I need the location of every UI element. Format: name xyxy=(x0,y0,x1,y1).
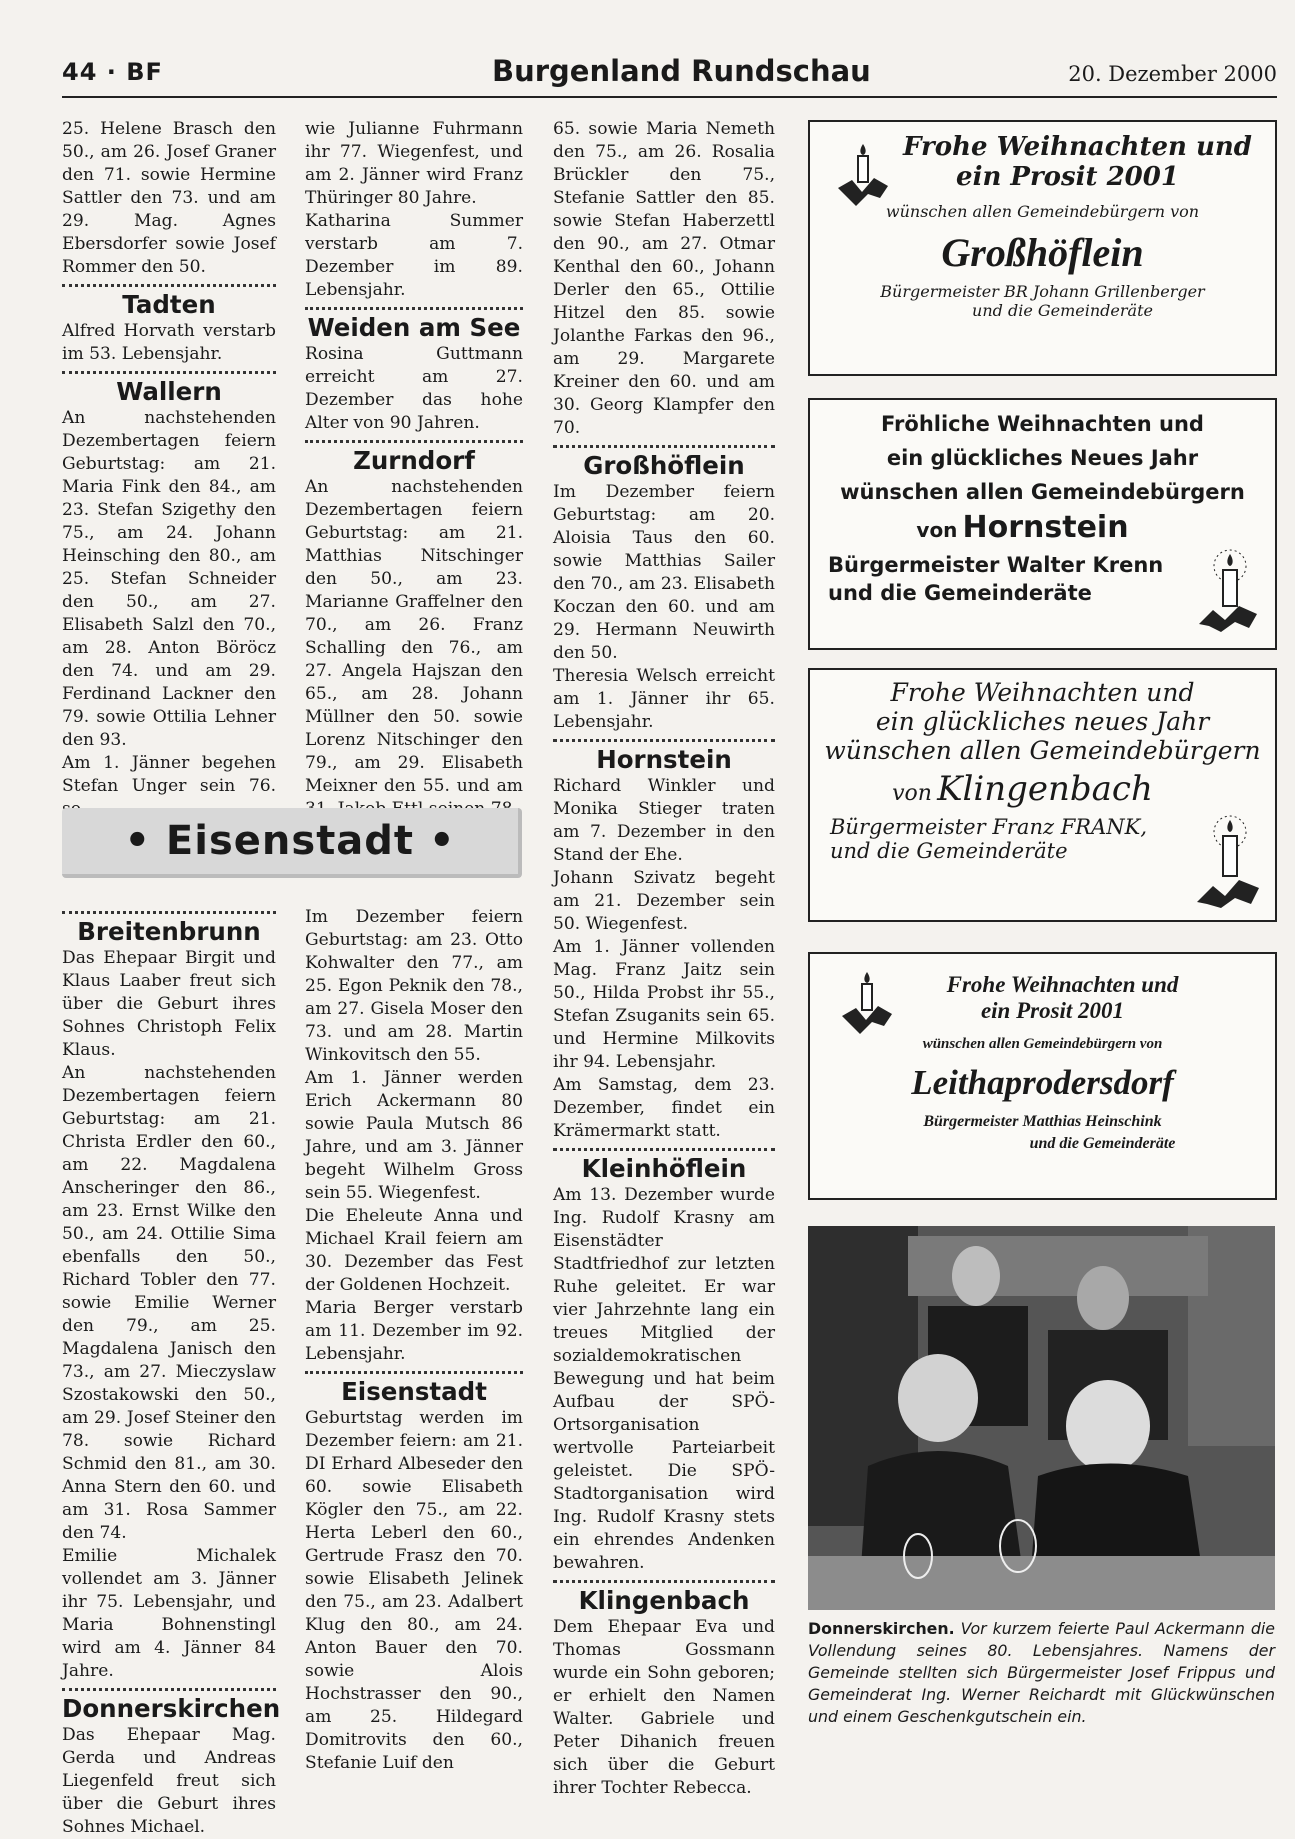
divider xyxy=(62,371,276,374)
divider xyxy=(62,1688,276,1691)
article-text: An nachstehenden Dezembertagen feiern Geburtstag: am 21. Maria Fink den 84., am 23. Stefan Szigethy den 75., am 24. Johann Heinsching den 80., am 25. Stefan Schneider den 50., am 27. Elisabeth Salzl den 70., am 28. Anton Böröcz den 74. und am 29. Ferdinand Lackner den 79. sowie Ottilia Lehner den 93. xyxy=(62,408,276,750)
article-text: Das Ehepaar Mag. Gerda und Andreas Liegenfeld freut sich über die Geburt ihres Sohnes Michael. xyxy=(62,1725,276,1837)
article-text: Rosina Guttmann erreicht am 27. Dezember das hohe Alter von 90 Jahren. xyxy=(305,344,523,433)
greeting-ad-leithaprodersdorf xyxy=(808,952,1277,1200)
divider xyxy=(305,307,523,310)
article-text: Richard Winkler und Monika Stieger traten am 7. Dezember in den Stand der Ehe. xyxy=(553,776,775,865)
column-1-top xyxy=(62,118,276,821)
column-2-bottom xyxy=(305,906,523,1775)
ad-line: ein glückliches neues Jahr xyxy=(875,707,1210,736)
ad-municipality-line xyxy=(810,769,1275,809)
ad-line: und die Gemeinderäte xyxy=(828,581,1092,605)
ad-line: wünschen allen Gemeindebürgern xyxy=(824,736,1261,765)
article-text: An nachstehenden Dezembertagen feiern Geburtstag: am 21. Christa Erdler den 60., am 22. Magdalena Anscheringer den 86., am 23. Ernst Wilke den 50., am 24. Ottilie Sima ebenfalls den 50., Richard Tobler den 77. sowie Emilie Werner den 79., am 25. Magdalena Janisch den 73., am 27. Mieczyslaw Szostakowski den 50., am 29. Josef Steiner den 78. sowie Richard Schmid den 81., am 30. Anna Stern den 60. und am 31. Rosa Sammer den 74. xyxy=(62,1063,276,1543)
page-number: 44 · BF xyxy=(62,58,163,86)
article-text: 25. Helene Brasch den 50., am 26. Josef Graner den 71. sowie Hermine Sattler den 73. und am 29. Mag. Agnes Ebersdorfer sowie Josef Rommer den 50. xyxy=(62,119,276,277)
place-heading-breitenbrunn: Breitenbrunn xyxy=(77,917,261,946)
article-text: Maria Berger verstarb am 11. Dezember im 92. Lebensjahr. xyxy=(305,1298,523,1364)
article-text: Am 1. Jänner begehen Stefan Unger sein 76. xyxy=(62,753,276,796)
ad-line: von xyxy=(916,518,958,542)
article-text: Am 13. Dezember wurde Ing. Rudolf Krasny am Eisenstädter Stadtfriedhof zur letzten Ruhe geleitet. Er war vier Jahrzehnte lang ein treues Mitglied der sozialdemokratischen Bewegung und hat beim Aufbau der SPÖ-Ortsorganisation wertvolle Parteiarbeit geleistet. Die SPÖ-Stadtorganisation wird Ing. Rudolf Krasny stets ein ehrendes Andenken bewahren. xyxy=(553,1185,775,1573)
ad-municipality: Hornstein xyxy=(962,510,1129,545)
article-text: Im Dezember feiern Geburtstag: am 23. Otto Kohwalter den 77., am 25. Egon Peknik den 78., am 27. Gisela Moser den 73. und am 28. Martin Winkovitsch den 55. xyxy=(305,907,523,1065)
greeting-ad-klingenbach xyxy=(808,668,1277,922)
article-text: An nachstehenden Dezembertagen feiern Geburtstag: am 21. Matthias Nitschinger den 50., am 23. Marianne Graffelner den 70., am 26. Franz Schalling den 76., am 27. Angela Hajszan den 65., am 28. Johann Müllner den 50. sowie Lorenz Nitschinger den 79., am 29. Elisabeth Meixner den 55. und am xyxy=(305,477,523,796)
divider xyxy=(553,1580,775,1583)
candle-icon xyxy=(1195,810,1265,910)
ad-line: Bürgermeister Franz FRANK, xyxy=(830,815,1147,839)
article-text: Katharina Summer verstarb am 7. Dezember im 89. Lebensjahr. xyxy=(305,211,523,300)
divider xyxy=(553,739,775,742)
place-heading-klingenbach: Klingenbach xyxy=(578,1586,750,1615)
article-text: Emilie Michalek vollendet am 3. Jänner ihr 75. Lebensjahr, und Maria Bohnenstingl wird am 4. Jänner 84 Jahre. xyxy=(62,1546,276,1681)
caption-text: Vor kurzem feierte Paul Ackermann die Vollendung seines 80. Lebensjahres. Namens der Gemeinde stellten sich Bürgermeister Josef Frippus und Gemeinderat Ing. Werner Reichardt mit Glückwünschen und einem Geschenkgutschein ein. xyxy=(808,1619,1275,1726)
ad-line: von xyxy=(892,781,932,806)
ad-municipality: Großhöflein xyxy=(941,230,1144,275)
ad-line: wünschen allen Gemeindebürgern von xyxy=(885,202,1200,221)
ad-line: und die Gemeinderäte xyxy=(830,839,1068,863)
candle-icon xyxy=(1195,544,1265,634)
ad-line: wünschen allen Gemeindebürgern xyxy=(840,480,1245,504)
place-heading-hornstein: Hornstein xyxy=(596,745,732,774)
ad-line: ein glückliches Neues Jahr xyxy=(886,446,1199,470)
ad-line: ein Prosit 2001 xyxy=(956,162,1179,192)
place-heading-donnerskirchen: Donnerskirchen xyxy=(62,1694,281,1723)
group-photo-image xyxy=(808,1226,1275,1610)
divider xyxy=(305,440,523,443)
ad-line: Bürgermeister Walter Krenn xyxy=(828,553,1164,577)
ad-line: Frohe Weihnachten und xyxy=(903,132,1252,162)
place-heading-zurndorf: Zurndorf xyxy=(353,446,475,475)
article-text: Am 1. Jänner vollenden Mag. Franz Jaitz sein 50., Hilda Probst ihr 55., Stefan Zsuganits sein 65. und Hermine Milkovits ihr 94. Lebensjahr. xyxy=(553,937,775,1072)
article-text: Alfred Horvath verstarb im 53. Lebensjahr. xyxy=(62,321,276,364)
ad-municipality-line xyxy=(810,510,1275,545)
ad-line: Bürgermeister BR Johann Grillenberger xyxy=(880,282,1205,301)
ad-line: und die Gemeinderäte xyxy=(1029,1135,1176,1152)
divider xyxy=(62,911,276,914)
article-text: Theresia Welsch erreicht am 1. Jänner ihr 65. Lebensjahr. xyxy=(553,666,775,732)
place-heading-kleinhoeflein: Kleinhöflein xyxy=(581,1154,747,1183)
article-text: Im Dezember feiern Geburtstag: am 20. Aloisia Taus den 60. sowie Matthias Sailer den 70., am 23. Elisabeth Koczan den 60. und am 29. Hermann Neuwirth den 50. xyxy=(553,482,775,663)
article-text: Am Samstag, dem 23. Dezember, findet ein Krämermarkt statt. xyxy=(553,1075,775,1141)
place-heading-wallern: Wallern xyxy=(116,377,222,406)
column-3 xyxy=(553,118,775,1800)
article-text: Johann Szivatz begeht am 21. Dezember sein 50. Wiegenfest. xyxy=(553,868,775,934)
ad-municipality: Leithaprodersdorf xyxy=(911,1063,1174,1102)
place-heading-weiden: Weiden am See xyxy=(307,313,521,342)
issue-date: 20. Dezember 2000 xyxy=(1068,62,1277,86)
article-text: Die Eheleute Anna und Michael Krail feiern am 30. Dezember das Fest der Goldenen Hochzeit. xyxy=(305,1206,523,1295)
holly-candle-icon xyxy=(836,968,898,1038)
place-heading-tadten: Tadten xyxy=(122,290,216,319)
divider xyxy=(62,284,276,287)
article-text: 65. sowie Maria Nemeth den 75., am 26. Rosalia Brückler den 75., Stefanie Sattler den 85. sowie Stefan Haberzettl den 90., am 27. Otmar Kenthal den 60., Johann Derler den 65., Ottilie Hitzel den 85. sowie Jolanthe Farkas den 96., am 29. Margarete Kreiner den 60. und am 30. Georg Klampfer den 70. xyxy=(553,119,775,438)
article-text: Das Ehepaar Birgit und Klaus Laaber freut sich über die Geburt ihres Sohnes Christoph Felix Klaus. xyxy=(62,948,276,1060)
place-heading-eisenstadt: Eisenstadt xyxy=(341,1377,487,1406)
greeting-ad-hornstein xyxy=(808,398,1277,650)
newspaper-title: Burgenland Rundschau xyxy=(492,54,871,88)
ad-municipality: Klingenbach xyxy=(937,769,1153,809)
column-1-bottom xyxy=(62,906,281,1839)
place-heading-grosshoeflein: Großhöflein xyxy=(583,451,745,480)
article-text: wie Julianne Fuhrmann ihr 77. Wiegenfest, und am 2. Jänner wird Franz Thüringer 80 Jahre. xyxy=(305,119,523,208)
district-banner xyxy=(62,808,522,878)
ad-line: Frohe Weihnachten und xyxy=(890,678,1195,707)
divider xyxy=(305,1371,523,1374)
article-text: Dem Ehepaar Eva und Thomas Gossmann wurde ein Sohn geboren; er erhielt den Namen Walter. Gabriele und Peter Dihanich freuen sich über die Geburt ihrer Tochter Rebecca. xyxy=(553,1617,775,1798)
news-photo xyxy=(808,1226,1275,1610)
ad-line: Frohe Weihnachten und xyxy=(946,972,1179,997)
ad-line: und die Gemeinderäte xyxy=(972,301,1153,320)
divider xyxy=(553,445,775,448)
ad-line: Bürgermeister Matthias Heinschink xyxy=(923,1113,1162,1130)
ad-line: Fröhliche Weihnachten und xyxy=(881,412,1204,436)
divider xyxy=(553,1148,775,1151)
article-text: Am 1. Jänner werden Erich Ackermann 80 sowie Paula Mutsch 86 Jahre, und am 3. Jänner begeht Wilhelm Gross sein 55. Wiegenfest. xyxy=(305,1068,523,1203)
caption-place: Donnerskirchen. xyxy=(808,1619,955,1638)
article-text: Geburtstag werden im Dezember feiern: am 21. DI Erhard Albeseder den 60. sowie Elisabeth Kögler den 75., am 22. Herta Leberl den 60., Gertrude Frasz den 70. sowie Elisabeth Jelinek den 75., am 23. Adalbert Klug den 80., am 24. Anton Bauer den 70. sowie Alois Hochstrasser den 90., am 25. Hildegard Domitrovits den 60., Stefanie Luif den xyxy=(305,1408,523,1773)
column-2-top xyxy=(305,118,523,821)
district-banner-text: • Eisenstadt • xyxy=(124,818,456,864)
greeting-ad-grosshoeflein xyxy=(808,120,1277,376)
ad-line: wünschen allen Gemeindebürgern von xyxy=(922,1036,1163,1052)
ad-line: ein Prosit 2001 xyxy=(980,998,1125,1023)
photo-caption xyxy=(808,1618,1275,1728)
page-header xyxy=(62,52,1277,98)
holly-candle-icon xyxy=(832,140,894,210)
